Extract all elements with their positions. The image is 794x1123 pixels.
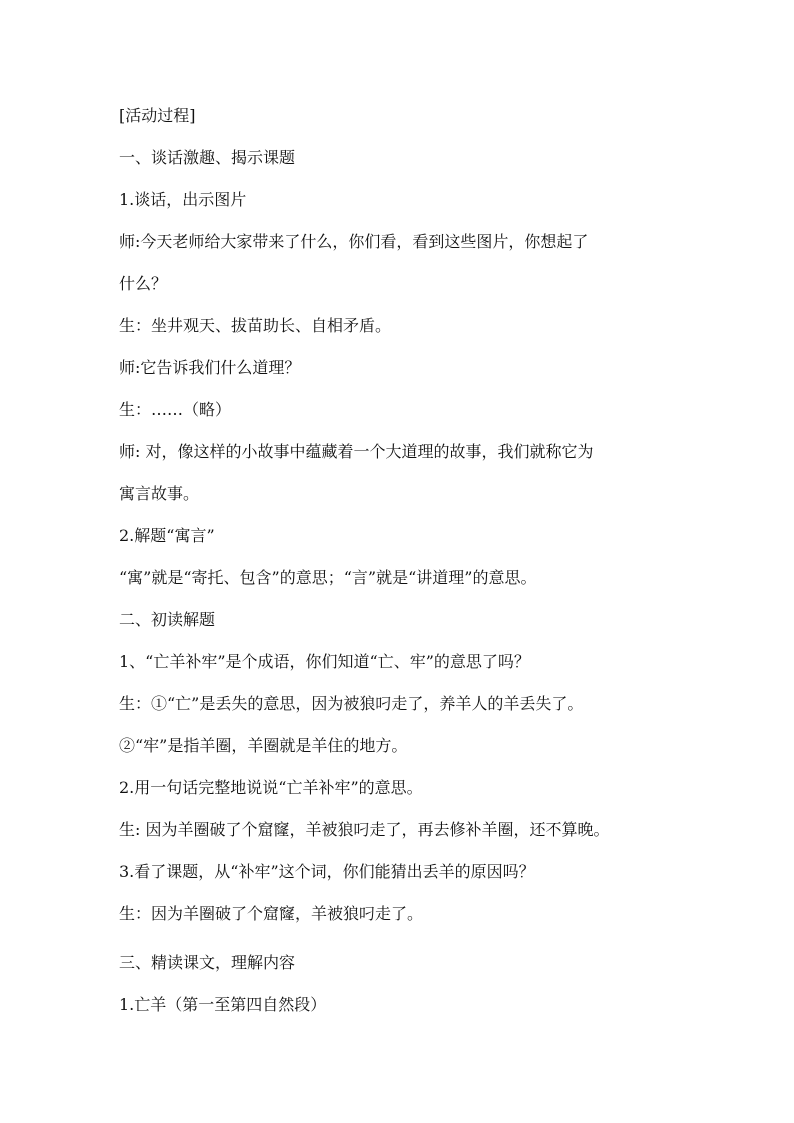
student-line-4: 生: 因为羊圈破了个窟窿，羊被狼叼走了，再去修补羊圈，还不算晚。 [119, 820, 610, 839]
student-line-5: 生：因为羊圈破了个窟窿，羊被狼叼走了。 [119, 904, 424, 923]
teacher-line-3-cont: 寓言故事。 [119, 484, 200, 503]
item-1-2-title: 2.解题“寓言” [119, 526, 215, 545]
explanation-line: “寓”就是“寄托、包含”的意思；“言”就是“讲道理”的意思。 [119, 568, 537, 587]
teacher-line-3: 师: 对，像这样的小故事中蕴藏着一个大道理的故事，我们就称它为 [119, 442, 594, 461]
section-three-heading: 三、精读课文，理解内容 [119, 953, 296, 972]
item-2-3-question: 3.看了课题，从“补牢”这个词，你们能猜出丢羊的原因吗？ [119, 862, 535, 881]
section-two-heading: 二、初读解题 [119, 610, 216, 629]
student-line-3-cont: ②“牢”是指羊圈，羊圈就是羊住的地方。 [119, 736, 408, 755]
student-line-1: 生：坐井观天、拔苗助长、自相矛盾。 [119, 316, 392, 335]
section-one-heading: 一、谈话激趣、揭示课题 [119, 148, 296, 167]
item-2-2-title: 2.用一句话完整地说说“亡羊补牢”的意思。 [119, 778, 423, 797]
student-line-2: 生：……（略） [119, 400, 232, 419]
teacher-line-2: 师:它告诉我们什么道理？ [119, 358, 301, 377]
teacher-line-1-cont: 什么？ [119, 274, 168, 293]
item-3-1-title: 1.亡羊（第一至第四自然段） [119, 995, 327, 1014]
student-line-3: 生：①“亡”是丢失的意思，因为被狼叼走了，养羊人的羊丢失了。 [119, 694, 584, 713]
teacher-line-1: 师:今天老师给大家带来了什么，你们看，看到这些图片，你想起了 [119, 232, 589, 251]
item-2-1-question: 1、“亡羊补牢”是个成语，你们知道“亡、牢”的意思了吗？ [119, 652, 530, 671]
activity-process-heading: [活动过程] [119, 106, 196, 125]
item-1-1-title: 1.谈话，出示图片 [119, 190, 247, 209]
